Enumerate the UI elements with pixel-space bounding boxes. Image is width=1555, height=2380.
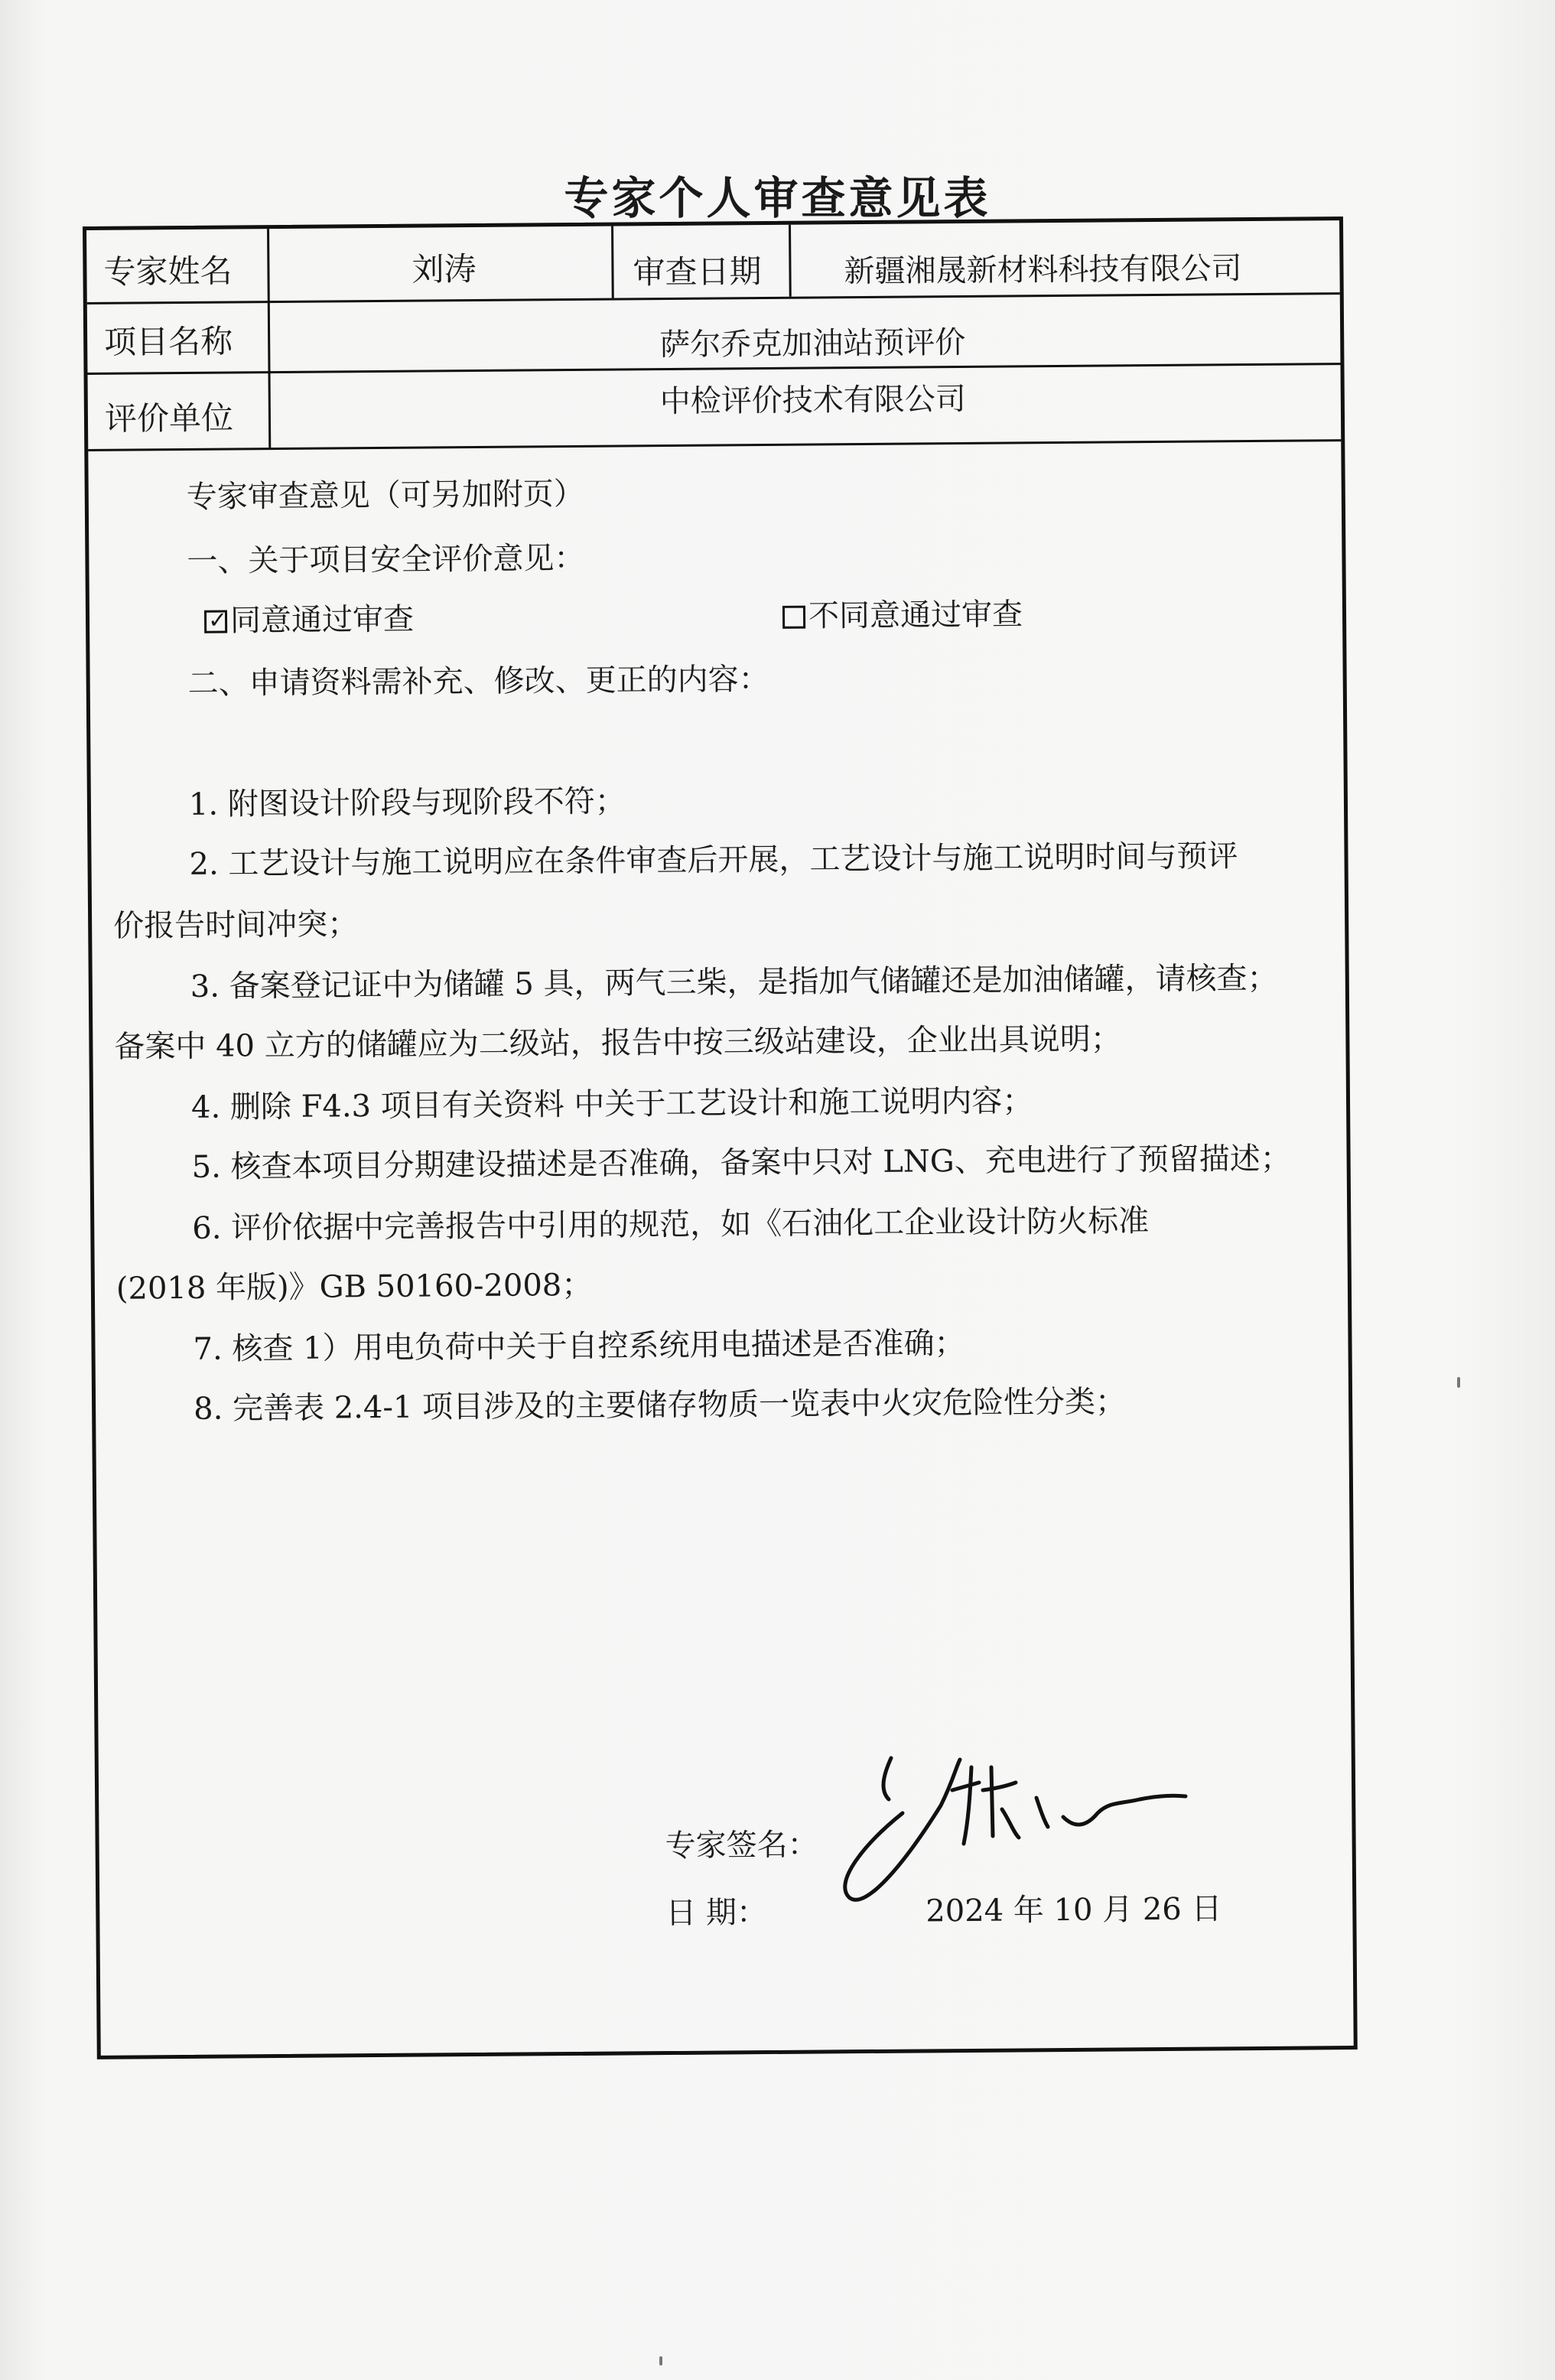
page-title: 专家个人审查意见表 — [564, 172, 991, 224]
list-item: 价报告时间冲突； — [113, 907, 359, 944]
list-item: 4. 删除 F4.3 项目有关资料 中关于工艺设计和施工说明内容； — [190, 1083, 1033, 1125]
agree-label: 同意通过审查 — [229, 601, 415, 639]
column-divider — [267, 229, 271, 448]
opinion-heading: 专家审查意见（可另加附页） — [186, 476, 584, 515]
disagree-option — [782, 590, 1023, 635]
list-item: (2018 年版)》GB 50160-2008； — [115, 1267, 593, 1307]
agree-checkbox[interactable] — [204, 607, 228, 634]
check-mark-icon: ✓ — [207, 607, 228, 634]
project-name-value: 萨尔乔克加油站预评价 — [659, 324, 966, 363]
expert-name-label: 专家姓名 — [103, 252, 233, 291]
project-name-label: 项目名称 — [103, 322, 233, 361]
section-2-heading: 二、申请资料需补充、修改、更正的内容： — [187, 661, 769, 702]
binding-mark — [1457, 1377, 1460, 1388]
date-label: 日 期： — [665, 1895, 768, 1932]
list-item: 8. 完善表 2.4-1 项目涉及的主要储存物质一览表中火灾危险性分类； — [193, 1384, 1127, 1427]
list-item: 备案中 40 立方的储罐应为二级站，报告中按三级站建设，企业出具说明； — [114, 1021, 1121, 1065]
section-1-heading: 一、关于项目安全评价意见： — [187, 540, 585, 579]
agree-option — [204, 595, 414, 640]
disagree-label: 不同意通过审查 — [808, 597, 1023, 634]
list-item: 1. 附图设计阶段与现阶段不符； — [188, 783, 626, 822]
list-item: 6. 评价依据中完善报告中引用的规范，如《石油化工企业设计防火标准 — [192, 1203, 1150, 1246]
date-value: 2024 年 10 月 26 日 — [926, 1891, 1222, 1929]
eval-unit-value: 中检评价技术有限公司 — [659, 381, 966, 420]
binding-mark — [659, 2356, 662, 2365]
review-date-label: 审查日期 — [633, 252, 762, 291]
row-divider — [88, 439, 1341, 451]
column-divider — [789, 225, 792, 297]
row-divider — [87, 292, 1340, 304]
list-item: 3. 备案登记证中为储罐 5 具，两气三柴，是指加气储罐还是加油储罐，请核查； — [190, 960, 1278, 1004]
eval-unit-label: 评价单位 — [104, 399, 234, 438]
expert-name-value: 刘涛 — [412, 249, 477, 288]
signature-drawing — [818, 1737, 1201, 1920]
disagree-checkbox[interactable] — [782, 606, 805, 629]
handwritten-signature — [818, 1737, 1201, 1923]
list-item: 7. 核查 1）用电负荷中关于自控系统用电描述是否准确； — [193, 1325, 965, 1367]
list-item: 5. 核查本项目分期建设描述是否准确，备案中只对 LNG、充电进行了预留描述； — [191, 1141, 1291, 1185]
row-divider — [87, 363, 1340, 375]
signature-label: 专家签名： — [665, 1827, 818, 1864]
column-divider — [611, 226, 614, 298]
review-date-value: 新疆湘晟新材料科技有限公司 — [844, 251, 1242, 290]
list-item: 2. 工艺设计与施工说明应在条件审查后开展，工艺设计与施工说明时间与预评 — [189, 838, 1238, 882]
